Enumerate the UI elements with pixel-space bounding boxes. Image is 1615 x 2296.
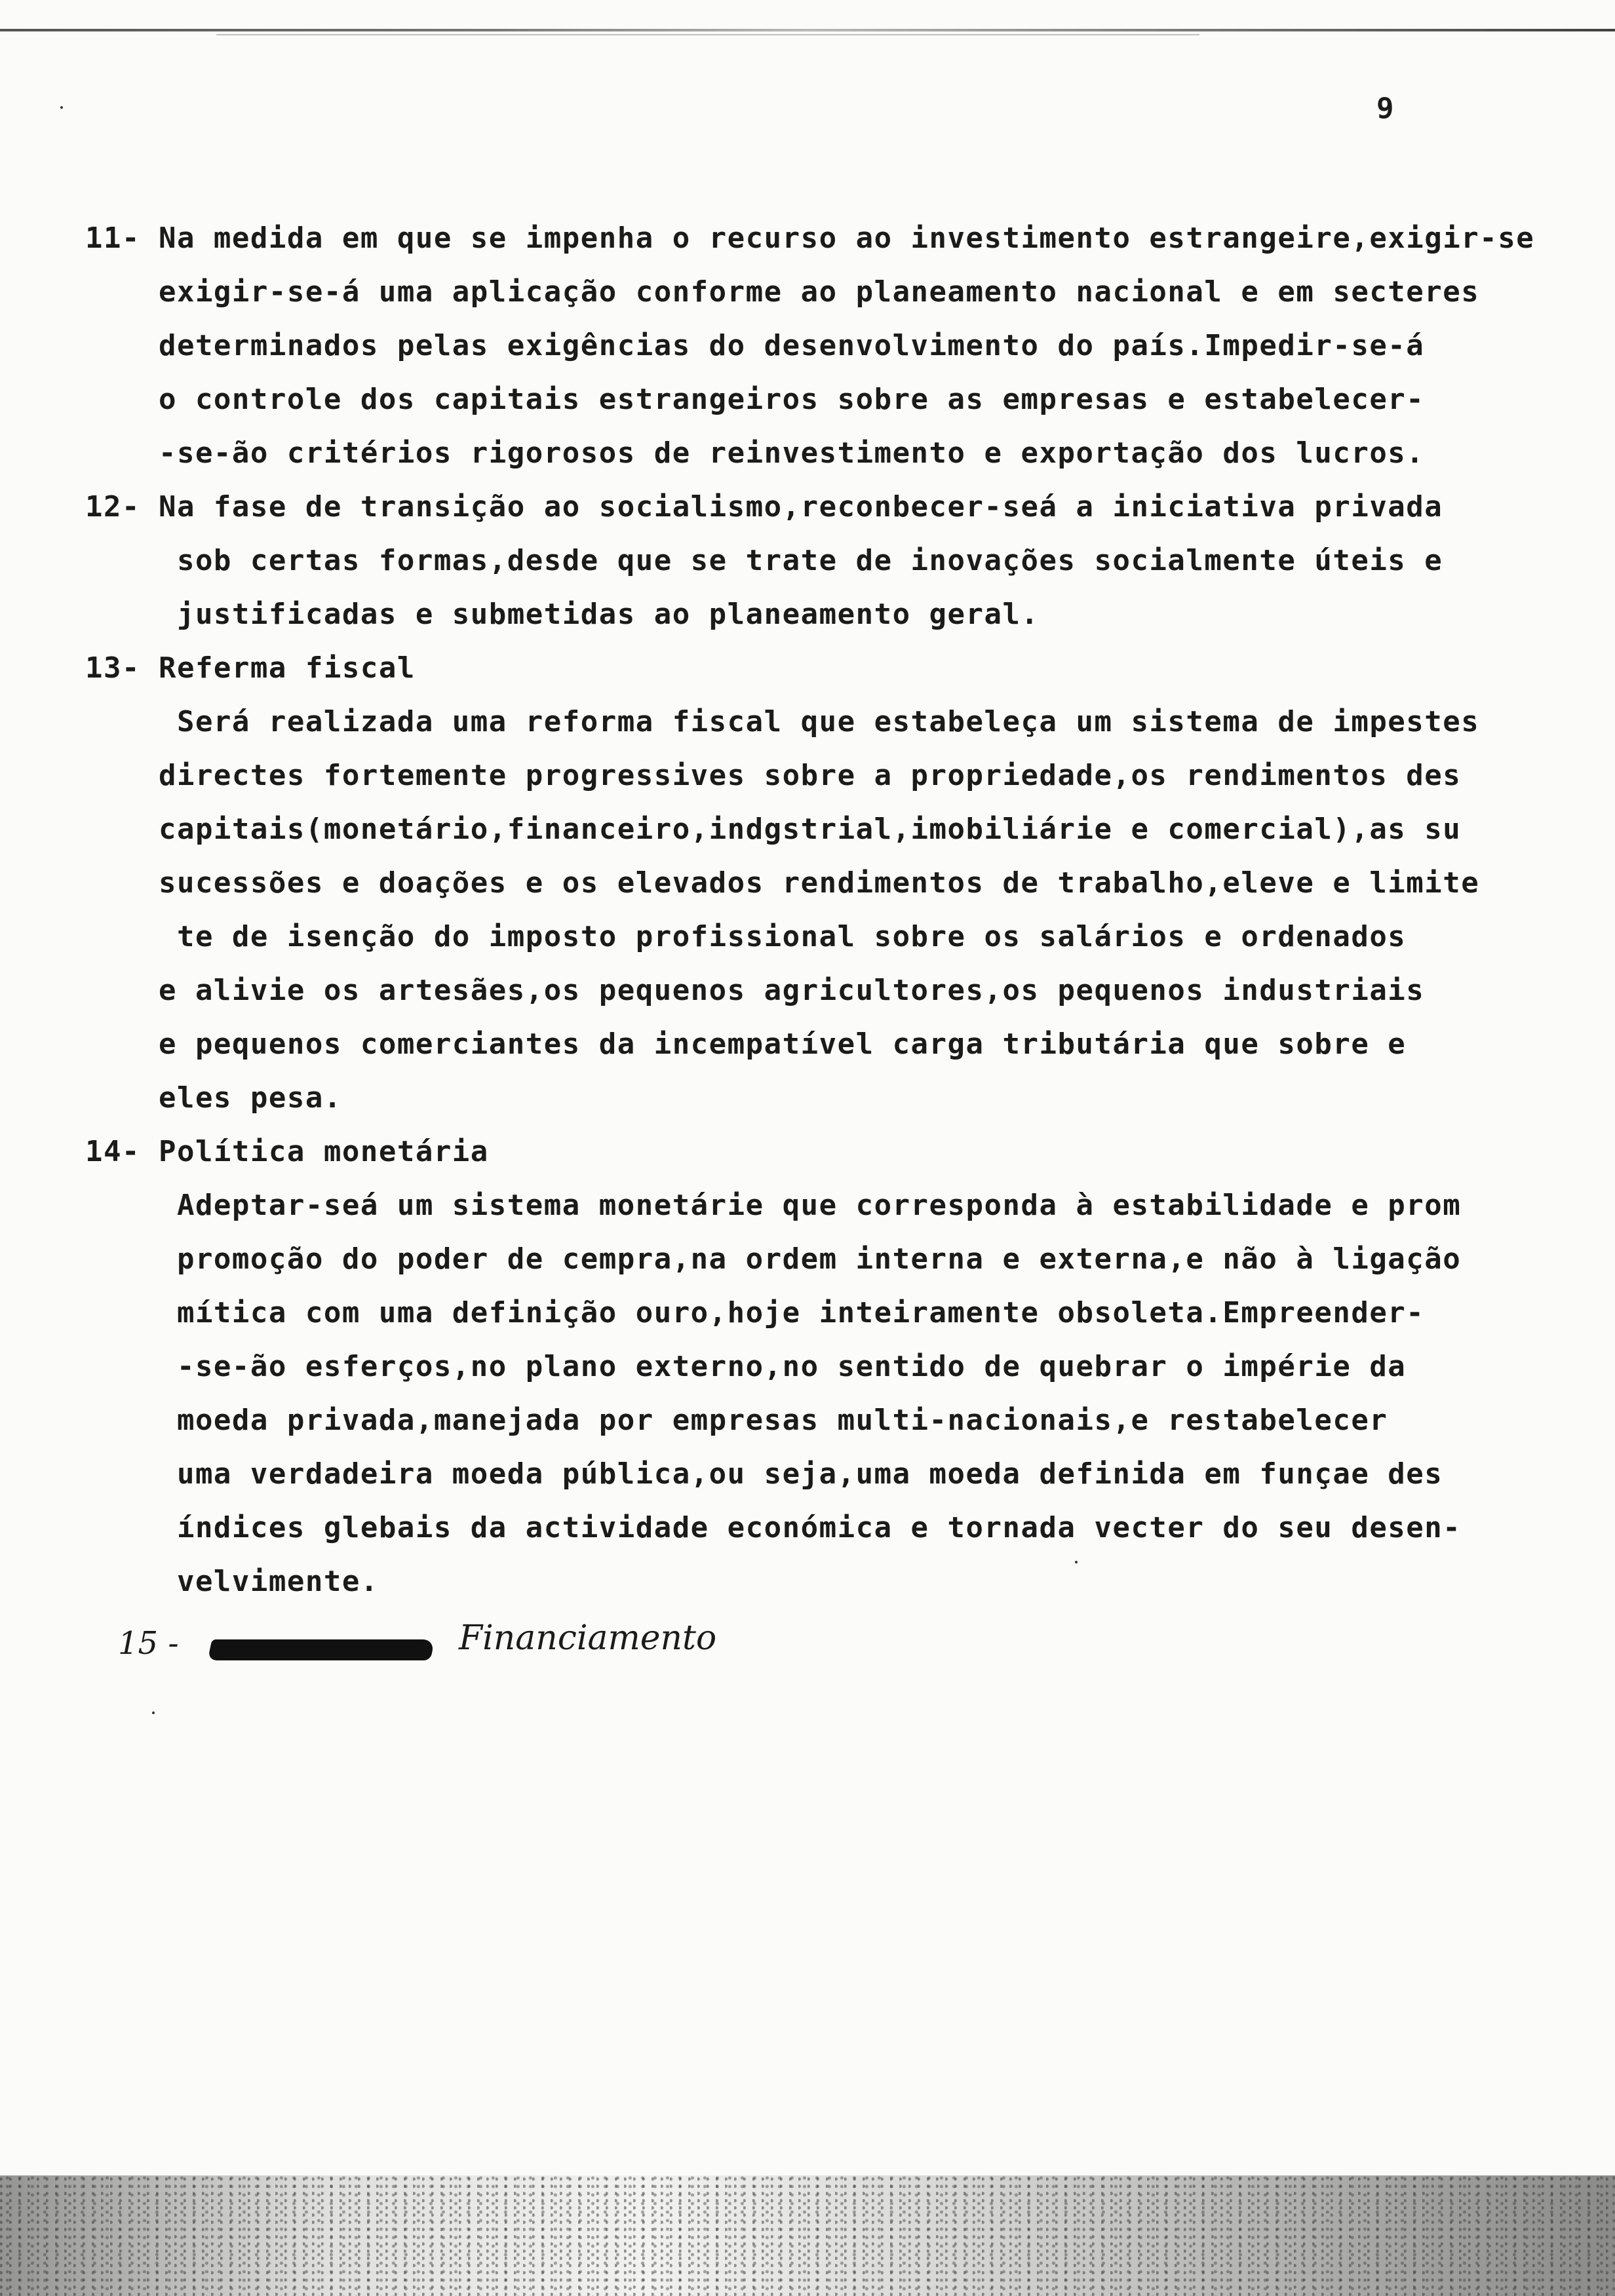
text-line: -se-ão critérios rigorosos de reinvestimento e exportação dos lucros. (85, 436, 1425, 470)
scan-top-rule-faint (216, 34, 1199, 35)
scan-speck (152, 1712, 155, 1714)
text-line: 14- Política monetária (85, 1135, 489, 1168)
text-line: o controle dos capitais estrangeiros sobre as empresas e estabelecer- (85, 383, 1425, 416)
text-line: exigir-se-á uma aplicação conforme ao planeamento nacional e em secteres (85, 275, 1480, 309)
text-line: 12- Na fase de transição ao socialismo,reconbecer-seá a iniciativa privada (85, 490, 1443, 524)
text-line: sob certas formas,desde que se trate de inovações socialmente úteis e (85, 544, 1443, 577)
text-line: -se-ão esferços,no plano externo,no sentido de quebrar o impérie da (85, 1350, 1407, 1383)
handwritten-heading: Financiamento (459, 1618, 717, 1658)
text-line: sucessões e doações e os elevados rendimentos de trabalho,eleve e limite (85, 866, 1480, 900)
text-line: índices glebais da actividade económica e tornada vecter do seu desen- (85, 1511, 1462, 1544)
text-line: capitais(monetário,financeiro,indgstrial,imobiliárie e comercial),as su (85, 813, 1462, 846)
text-line: Adeptar-seá um sistema monetárie que corresponda à estabilidade e prom (85, 1189, 1462, 1222)
scan-speck (1075, 1561, 1078, 1563)
scan-bottom-noise (0, 2175, 1615, 2296)
text-line: promoção do poder de cempra,na ordem interna e externa,e não à ligação (85, 1242, 1462, 1276)
scan-top-rule (0, 29, 1615, 31)
text-line: mítica com uma definição ouro,hoje inteiramente obsoleta.Empreender- (85, 1296, 1425, 1330)
text-line: e pequenos comerciantes da incempatível carga tributária que sobre e (85, 1027, 1407, 1061)
text-line: uma verdadeira moeda pública,ou seja,uma moeda definida em funçae des (85, 1457, 1443, 1491)
handwritten-item-number: 15 - (118, 1625, 179, 1662)
text-line: determinados pelas exigências do desenvolvimento do país.Impedir-se-á (85, 329, 1425, 362)
text-line: eles pesa. (85, 1081, 342, 1115)
text-line: 13- Referma fiscal (85, 651, 416, 685)
page-number: 9 (1376, 92, 1394, 125)
text-line: moeda privada,manejada por empresas multi-nacionais,e restabelecer (85, 1404, 1388, 1437)
scan-speck (60, 106, 63, 109)
text-line: directes fortemente progressives sobre a propriedade,os rendimentos des (85, 759, 1462, 792)
text-line: justificadas e submetidas ao planeamento geral. (85, 598, 1040, 631)
text-line: e alivie os artesães,os pequenos agricultores,os pequenos industriais (85, 974, 1425, 1007)
text-line: Será realizada uma reforma fiscal que estabeleça um sistema de impestes (85, 705, 1480, 738)
text-line: te de isenção do imposto profissional sobre os salários e ordenados (85, 920, 1407, 953)
text-line: 11- Na medida em que se impenha o recurso ao investimento estrangeire,exigir-se (85, 221, 1535, 255)
handwritten-strikeout (208, 1639, 435, 1660)
text-line: velvimente. (85, 1565, 379, 1598)
